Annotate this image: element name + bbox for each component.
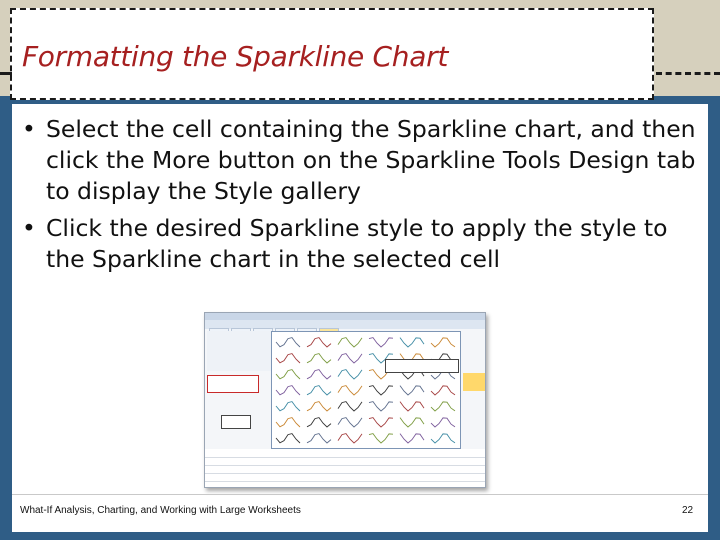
grid-row	[205, 473, 485, 474]
sparkline-style-thumbnail	[276, 418, 300, 427]
sparkline-style-thumbnail	[369, 402, 393, 411]
bullet-glyph: •	[22, 115, 36, 143]
sparkline-style-thumbnail	[338, 338, 362, 347]
sparkline-style-thumbnail	[338, 354, 362, 363]
sparkline-style-thumbnails	[272, 332, 462, 450]
sparkline-style-thumbnail	[276, 370, 300, 379]
sparkline-style-thumbnail	[276, 354, 300, 363]
sparkline-style-thumbnail	[307, 402, 331, 411]
sparkline-style-thumbnail	[307, 338, 331, 347]
bullet-list	[22, 114, 702, 281]
screenshot-worksheet-grid	[205, 449, 485, 488]
grid-row	[205, 481, 485, 482]
sparkline-style-thumbnail	[431, 434, 455, 443]
sparkline-style-thumbnail	[431, 338, 455, 347]
grid-row	[205, 457, 485, 458]
title-box	[10, 8, 654, 100]
title-dash-left	[0, 72, 12, 75]
sparkline-style-thumbnail	[276, 434, 300, 443]
screenshot-tooltip	[385, 359, 459, 373]
sparkline-style-thumbnail	[400, 338, 424, 347]
slide-title: Formatting the Sparkline Chart	[22, 40, 448, 73]
bullet-item	[22, 213, 702, 275]
page-number: 22	[682, 505, 694, 516]
footer-text: What-If Analysis, Charting, and Working with Large Worksheets	[20, 505, 301, 516]
sparkline-style-thumbnail	[369, 338, 393, 347]
sparkline-style-thumbnail	[307, 370, 331, 379]
sparkline-style-thumbnail	[400, 418, 424, 427]
sparkline-style-thumbnail	[400, 402, 424, 411]
sparkline-style-thumbnail	[369, 434, 393, 443]
sparkline-style-thumbnail	[338, 434, 362, 443]
sparkline-style-gallery	[271, 331, 461, 449]
bullet-item	[22, 114, 702, 207]
sparkline-style-thumbnail	[369, 386, 393, 395]
sparkline-style-thumbnail	[307, 386, 331, 395]
sparkline-style-thumbnail	[338, 402, 362, 411]
sparkline-style-thumbnail	[400, 386, 424, 395]
screenshot-titlebar	[205, 313, 485, 320]
bullet-text: Select the cell containing the Sparkline chart, and then click the More button on the Sparkline Tools Design tab to display the Style gallery	[46, 115, 696, 205]
sparkline-style-thumbnail	[400, 434, 424, 443]
screenshot-callout	[207, 375, 259, 393]
sparkline-style-thumbnail	[307, 434, 331, 443]
screenshot-ribbon-tabs	[205, 320, 485, 329]
grid-row	[205, 465, 485, 466]
sparkline-style-thumbnail	[338, 386, 362, 395]
title-dash-right	[656, 72, 720, 75]
sparkline-style-thumbnail	[276, 402, 300, 411]
sparkline-style-thumbnail	[431, 418, 455, 427]
sparkline-style-thumbnail	[369, 418, 393, 427]
excel-screenshot	[204, 312, 486, 488]
screenshot-ribbon-options	[207, 331, 271, 371]
screenshot-callout	[221, 415, 251, 429]
sparkline-style-thumbnail	[276, 338, 300, 347]
bullet-glyph: •	[22, 214, 36, 242]
sparkline-style-thumbnail	[431, 386, 455, 395]
sparkline-style-thumbnail	[431, 402, 455, 411]
sparkline-style-thumbnail	[276, 386, 300, 395]
footer-divider	[12, 494, 708, 495]
sparkline-style-thumbnail	[307, 418, 331, 427]
sparkline-style-thumbnail	[338, 418, 362, 427]
sparkline-style-thumbnail	[338, 370, 362, 379]
sparkline-style-thumbnail	[307, 354, 331, 363]
screenshot-selected-header	[463, 373, 485, 391]
bullet-text: Click the desired Sparkline style to apply the style to the Sparkline chart in the selected cell	[46, 214, 668, 273]
